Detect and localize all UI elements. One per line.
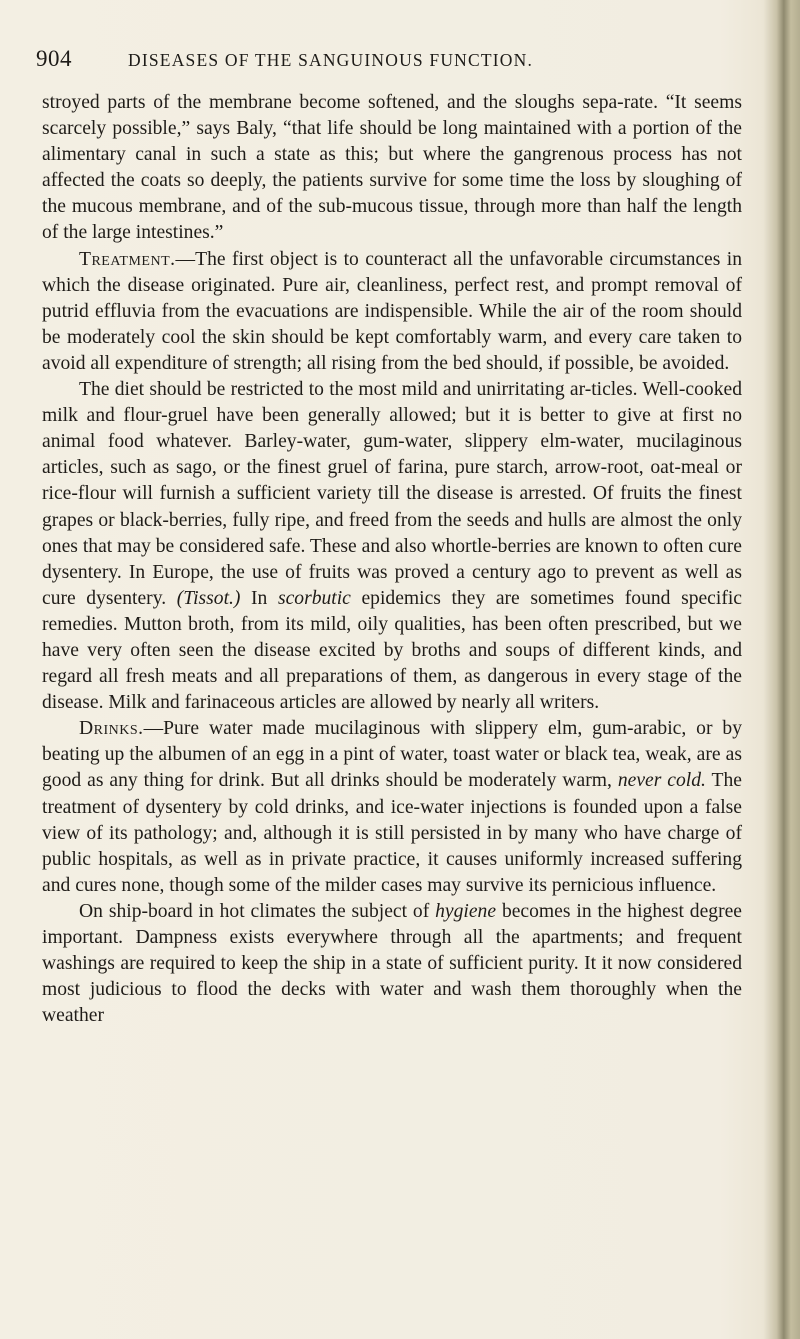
running-head: DISEASES OF THE SANGUINOUS FUNCTION. [128,50,534,70]
paragraph-ship-text: On ship-board in hot climates the subject of [79,900,436,922]
paragraph-diet-text-2: In [240,587,278,609]
page-edge-shadow [764,0,800,1339]
paragraph-ship-text-2: becomes in the highest degree important. Dampness exists everywhere through all the apartments; and frequent washings are required to keep the ship in a state of sufficient purity. It it now considered most judicious to flood the decks with water and wash them thoroughly when the weather [42,900,743,1027]
italic-hygiene: hygiene [435,900,497,922]
citation-tissot: (Tissot.) [176,587,241,609]
paragraph-drinks-text-2: The treatment of dysentery by cold drinks, and ice-water injections is founded upon a false view of its pathology; and, although it is still persisted in by many who have charge of public hospitals, as well as in private practice, it causes uniformly increased suffering and cures none, though some of the milder cases may survive its pernicious influence. [42,770,742,896]
body-text [42,90,742,1029]
paragraph-drinks-text: —Pure water made mucilaginous with slippery elm, gum-arabic, or by beating up the albumen of an egg in a pint of water, toast water or black tea, weak, are as good as any thing for drink. But all drinks should be moderately warm, [42,718,742,792]
section-heading-treatment: Treatment. [79,248,176,270]
section-heading-drinks: Drinks. [79,718,144,740]
italic-scorbutic: scorbutic [277,587,351,609]
paragraph-treatment [42,247,742,377]
paragraph-drinks [42,716,742,899]
page-header [36,46,736,78]
paragraph-treatment-text: —The first object is to counteract all the unfavorable circumstances in which the disease originated. Pure air, cleanliness, perfect rest, and prompt removal of putrid effluvia from the evacuations are indispensible. While the air of the room should be moderately cool the skin should be kept comfortably warm, and every care taken to avoid all expenditure of strength; all rising from the bed should, if possible, be avoided. [42,248,742,374]
page-number: 904 [36,46,72,71]
paragraph-diet-text-3: epidemics they are sometimes found specific remedies. Mutton broth, from its mild, oily qualities, has been often prescribed, but we have very often seen the disease excited by broths and soups of different kinds, and regard all fresh meats and all preparations of them, as dangerous in every stage of the disease. Milk and farinaceous articles are allowed by nearly all writers. [42,587,742,714]
italic-never-cold: never cold. [617,770,706,792]
paragraph-1-text: stroyed parts of the membrane become softened, and the sloughs sepa-rate. “It seems scarcely possible,” says Baly, “that life should be long maintained with a portion of the alimentary canal in such a state as this; but where the gangrenous process has not affected the coats so deeply, the patients survive for some time the loss by sloughing of the mucous membrane, and of the sub-mucous tissue, through more than half the length of the large intestines.” [42,92,742,244]
paragraph-ship-board [42,899,742,1029]
paragraph-1 [42,90,742,247]
paragraph-diet [42,377,742,716]
paragraph-diet-text: The diet should be restricted to the most mild and unirritating ar-ticles. Well-cooked milk and flour-gruel have been generally allowed; but it is better to give at first no animal food whatever. Barley-water, gum-water, slippery elm-water, mucilaginous articles, such as sago, or the finest gruel of farina, pure starch, arrow-root, oat-meal or rice-flour will furnish a sufficient variety till the disease is arrested. Of fruits the finest grapes or black-berries, fully ripe, and freed from the seeds and hulls are almost the only ones that may be considered safe. These and also whortle-berries are known to often cure dysentery. In Europe, the use of fruits was proved a century ago to prevent as well as cure dysentery. [42,379,742,609]
